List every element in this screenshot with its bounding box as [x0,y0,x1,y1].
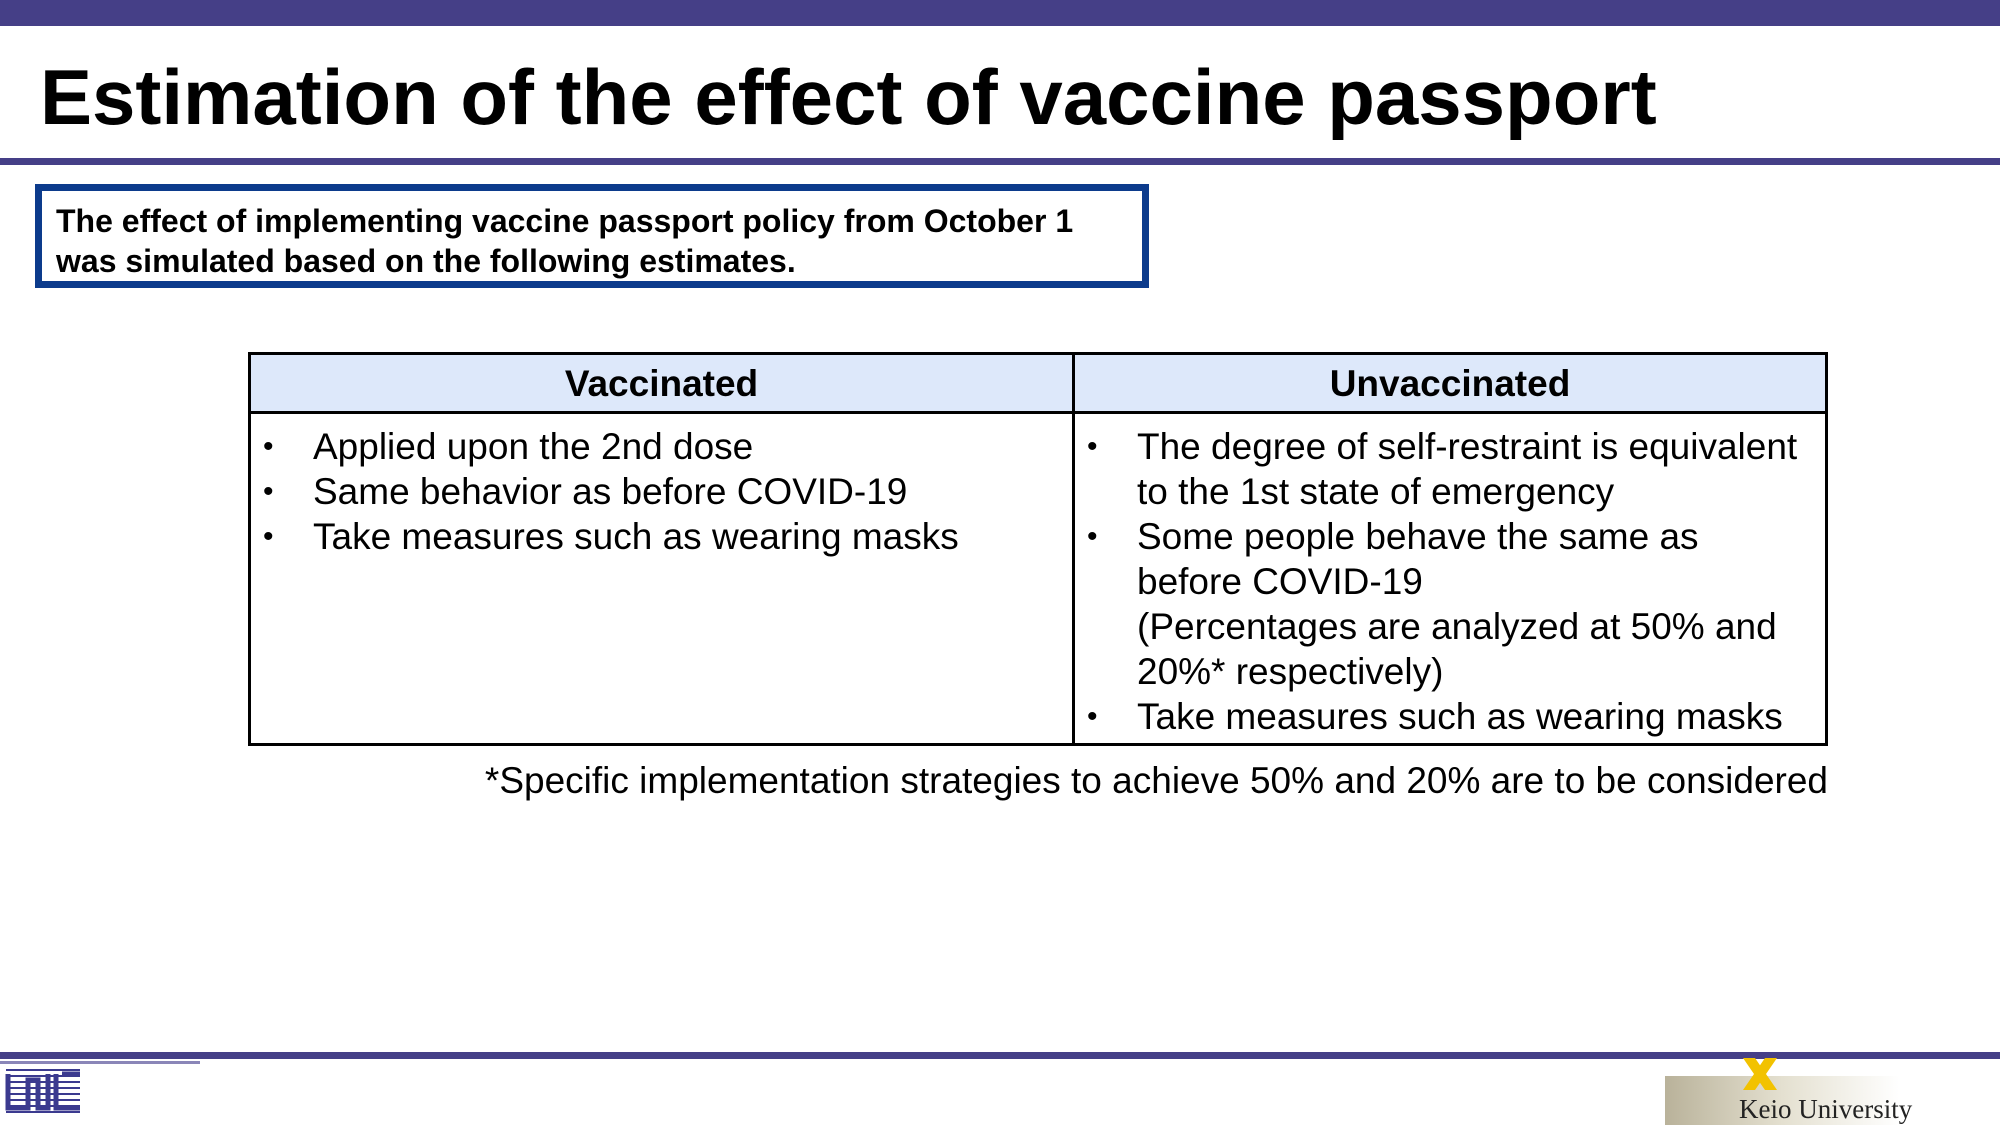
list-item-text: 20%* respectively) [1137,651,1444,692]
summary-line: The effect of implementing vaccine passport policy from October 1 [56,203,1074,239]
list-item-text: Some people behave the same as [1137,516,1699,557]
list-item [1087,424,1815,514]
bullet-icon: • [1087,520,1098,553]
vaccinated-header: Vaccinated [251,355,1072,414]
list-item [263,424,1062,469]
list-item-text: Same behavior as before COVID-19 [313,471,908,512]
keio-university-logo [1665,1076,2000,1125]
top-accent-bar [0,0,2000,26]
list-item-text: The degree of self-restraint is equivalent [1137,426,1798,467]
keio-pen-icon [1739,1056,1781,1096]
footnote: *Specific implementation strategies to achieve 50% and 20% are to be considered [484,760,1828,801]
list-item-text: Take measures such as wearing masks [1137,696,1783,737]
list-item [1087,694,1815,739]
list-item [1087,514,1815,694]
bottom-divider [0,1052,2000,1059]
lab-logo-icon [2,1062,84,1122]
slide-title: Estimation of the effect of vaccine passport [40,53,1657,141]
bullet-icon: • [263,430,274,463]
list-item-text: before COVID-19 [1137,561,1423,602]
unvaccinated-list [1075,414,1825,739]
bullet-icon: • [263,475,274,508]
bullet-icon: • [1087,430,1098,463]
list-item [263,514,1062,559]
vaccinated-column [251,355,1075,743]
vaccinated-list [251,414,1072,559]
keio-university-text: Keio University [1739,1094,1913,1124]
title-divider [0,158,2000,165]
summary-box [35,184,1149,288]
list-item-text: Applied upon the 2nd dose [313,426,754,467]
list-item [263,469,1062,514]
list-item-text: to the 1st state of emergency [1137,471,1615,512]
policy-comparison-table [248,352,1828,746]
summary-line: was simulated based on the following estimates. [56,243,796,279]
list-item-text: Take measures such as wearing masks [313,516,959,557]
bullet-icon: • [263,520,274,553]
list-item-text: (Percentages are analyzed at 50% and [1137,606,1777,647]
unvaccinated-column [1075,355,1825,743]
unvaccinated-header: Unvaccinated [1075,355,1825,414]
bullet-icon: • [1087,700,1098,733]
